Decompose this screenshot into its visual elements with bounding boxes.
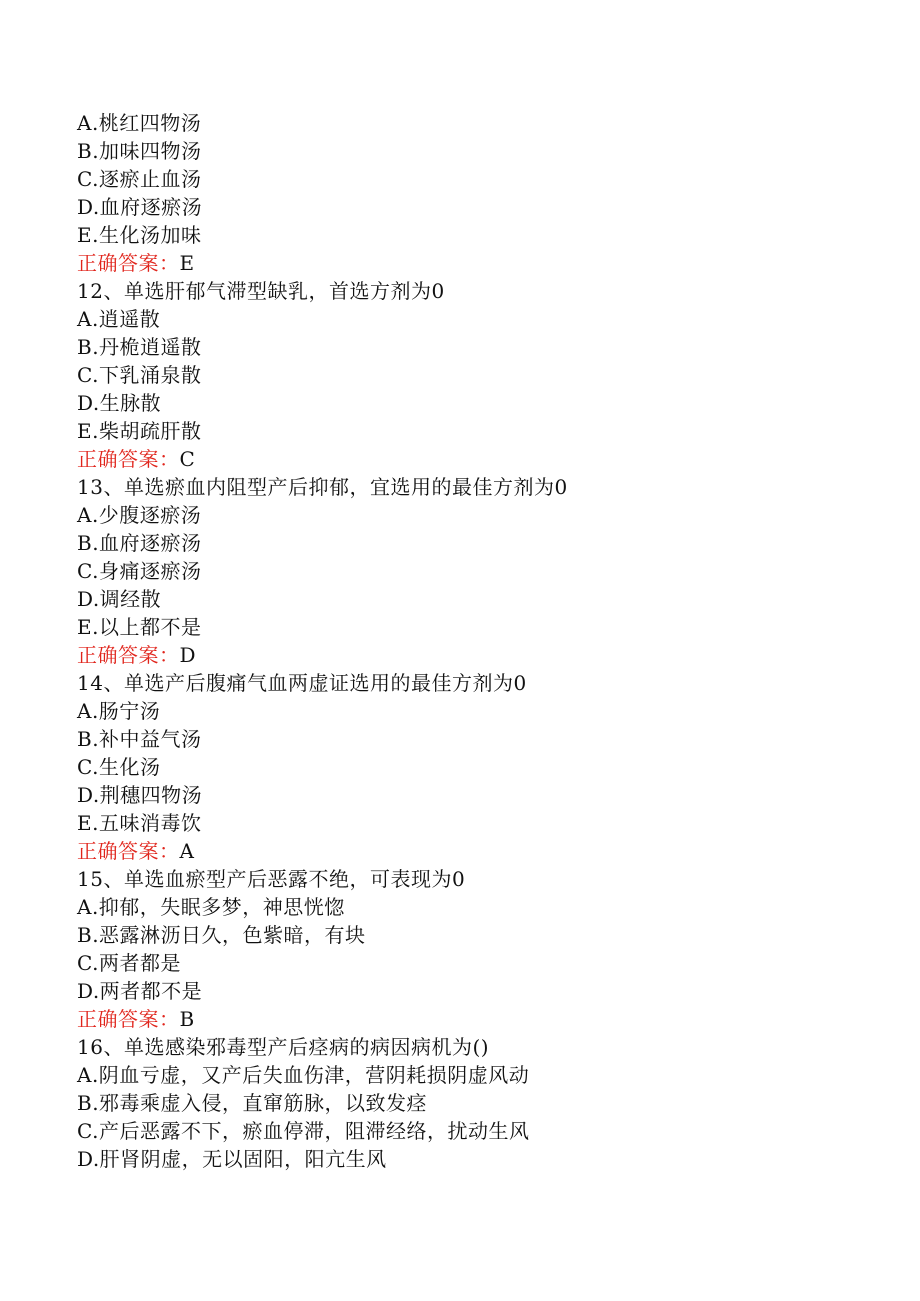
answer-option: E.生化汤加味 bbox=[77, 223, 202, 247]
answer-option: D.调经散 bbox=[77, 587, 162, 611]
question-list bbox=[77, 109, 877, 1173]
answer-option: A.少腹逐瘀汤 bbox=[77, 503, 202, 527]
answer-option: D.荆穗四物汤 bbox=[77, 783, 203, 807]
correct-answer bbox=[77, 249, 877, 277]
answer-option: A.阴血亏虚，又产后失血伤津，营阴耗损阴虚风动 bbox=[77, 1063, 530, 1087]
answer-option: A.逍遥散 bbox=[77, 307, 161, 331]
answer-option: E.以上都不是 bbox=[77, 615, 202, 639]
answer-option: B.恶露淋沥日久，色紫暗，有块 bbox=[77, 923, 366, 947]
answer-option: A.肠宁汤 bbox=[77, 699, 161, 723]
answer-option: B.邪毒乘虚入侵，直窜筋脉，以致发痉 bbox=[77, 1091, 428, 1115]
answer-option: C.两者都是 bbox=[77, 951, 181, 975]
question-stem: 15、单选血瘀型产后恶露不绝，可表现为0 bbox=[77, 867, 466, 891]
answer-label: 正确答案： bbox=[77, 251, 180, 275]
answer-option: A.抑郁，失眠多梦，神思恍惚 bbox=[77, 895, 345, 919]
answer-option: D.生脉散 bbox=[77, 391, 162, 415]
answer-option: E.五味消毒饮 bbox=[77, 811, 202, 835]
answer-value: A bbox=[179, 839, 195, 863]
answer-label: 正确答案： bbox=[77, 1007, 180, 1031]
answer-option: D.两者都不是 bbox=[77, 979, 203, 1003]
answer-value: E bbox=[179, 251, 195, 275]
answer-option: B.补中益气汤 bbox=[77, 727, 202, 751]
exam-page bbox=[77, 109, 877, 1173]
correct-answer bbox=[77, 1005, 877, 1033]
correct-answer bbox=[77, 445, 877, 473]
correct-answer bbox=[77, 641, 877, 669]
answer-option: C.身痛逐瘀汤 bbox=[77, 559, 202, 583]
answer-option: A.桃红四物汤 bbox=[77, 111, 202, 135]
answer-option: D.肝肾阴虚，无以固阳，阳亢生风 bbox=[77, 1147, 387, 1171]
answer-option: D.血府逐瘀汤 bbox=[77, 195, 203, 219]
question-stem: 12、单选肝郁气滞型缺乳，首选方剂为0 bbox=[77, 279, 445, 303]
question-stem: 14、单选产后腹痛气血两虚证选用的最佳方剂为0 bbox=[77, 671, 527, 695]
answer-label: 正确答案： bbox=[77, 839, 180, 863]
answer-option: C.生化汤 bbox=[77, 755, 161, 779]
question-stem: 16、单选感染邪毒型产后痉病的病因病机为() bbox=[77, 1035, 490, 1059]
question-stem: 13、单选瘀血内阻型产后抑郁，宜选用的最佳方剂为0 bbox=[77, 475, 568, 499]
answer-option: B.加味四物汤 bbox=[77, 139, 202, 163]
answer-value: B bbox=[179, 1007, 195, 1031]
answer-label: 正确答案： bbox=[77, 643, 180, 667]
answer-label: 正确答案： bbox=[77, 447, 180, 471]
answer-value: C bbox=[179, 447, 196, 471]
correct-answer bbox=[77, 837, 877, 865]
answer-option: E.柴胡疏肝散 bbox=[77, 419, 202, 443]
answer-value: D bbox=[179, 643, 197, 667]
answer-option: B.血府逐瘀汤 bbox=[77, 531, 202, 555]
answer-option: C.产后恶露不下，瘀血停滞，阻滞经络，扰动生风 bbox=[77, 1119, 530, 1143]
answer-option: C.下乳涌泉散 bbox=[77, 363, 202, 387]
answer-option: B.丹桅逍遥散 bbox=[77, 335, 202, 359]
answer-option: C.逐瘀止血汤 bbox=[77, 167, 202, 191]
